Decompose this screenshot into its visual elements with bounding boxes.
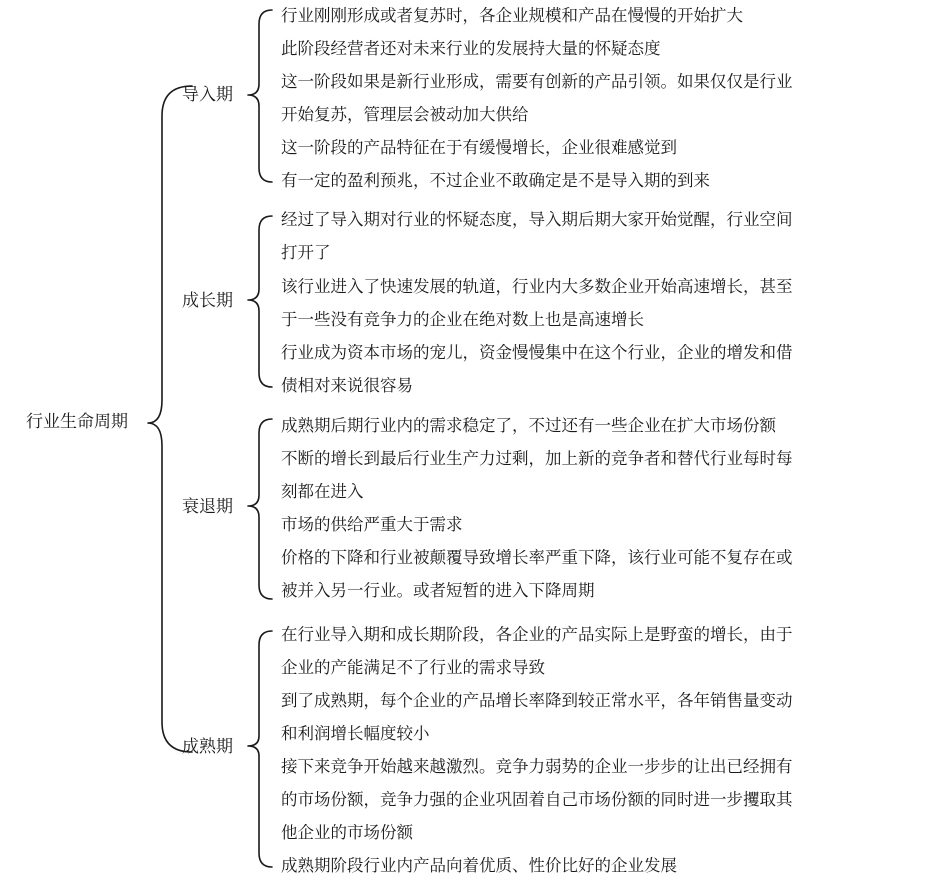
stage-text-line: 被并入另一行业。或者短暂的进入下降周期 (281, 581, 595, 600)
root-label: 行业生命周期 (26, 412, 128, 432)
stage-text-line: 于一些没有竞争力的企业在绝对数上也是高速增长 (281, 310, 644, 329)
stage-brace-intro (248, 10, 272, 182)
stage-text-line: 不断的增长到最后行业生产力过剩，加上新的竞争者和替代行业每时每 (281, 449, 793, 468)
stage-text-line: 开始复苏，管理层会被动加大供给 (281, 105, 529, 124)
stage-text-line: 市场的供给严重大于需求 (281, 515, 463, 534)
stage-text-line: 打开了 (281, 243, 331, 262)
stage-text-line: 债相对来说很容易 (281, 376, 413, 395)
stage-text-line: 成熟期后期行业内的需求稳定了，不过还有一些企业在扩大市场份额 (281, 416, 776, 435)
stage-text-line: 经过了导入期对行业的怀疑态度，导入期后期大家开始觉醒，行业空间 (281, 210, 793, 229)
stage-label-decline: 衰退期 (182, 497, 233, 517)
main-brace (148, 86, 192, 752)
stage-text-line: 有一定的盈利预兆，不过企业不敢确定是不是导入期的到来 (281, 171, 710, 190)
stage-label-mature: 成熟期 (182, 737, 233, 757)
stage-label-intro: 导入期 (182, 85, 233, 105)
stage-label-growth: 成长期 (182, 291, 233, 311)
stage-text-line: 刻都在进入 (281, 482, 364, 501)
stage-text-line: 接下来竞争开始越来越激烈。竞争力弱势的企业一步步的让出已经拥有 (281, 757, 793, 776)
stage-text-line: 在行业导入期和成长期阶段，各企业的产品实际上是野蛮的增长，由于 (281, 625, 793, 644)
stage-text-line: 这一阶段如果是新行业形成，需要有创新的产品引领。如果仅仅是行业 (281, 72, 793, 91)
stage-text-line: 企业的产能满足不了行业的需求导致 (281, 658, 545, 677)
stage-text-line: 行业刚刚形成或者复苏时，各企业规模和产品在慢慢的开始扩大 (281, 6, 743, 25)
stage-text-line: 这一阶段的产品特征在于有缓慢增长，企业很难感觉到 (281, 138, 677, 157)
stage-text-line: 成熟期阶段行业内产品向着优质、性价比好的企业发展 (281, 856, 677, 875)
stage-text-line: 的市场份额，竞争力强的企业巩固着自己市场份额的同时进一步攫取其 (281, 790, 793, 809)
stage-text-line: 到了成熟期，每个企业的产品增长率降到较正常水平，各年销售量变动 (281, 691, 793, 710)
stage-brace-decline (248, 419, 272, 599)
stage-text-line: 该行业进入了快速发展的轨道，行业内大多数企业开始高速增长，甚至 (281, 277, 793, 296)
stage-text-line: 他企业的市场份额 (281, 823, 413, 842)
stage-brace-growth (248, 216, 272, 387)
stage-text-line: 行业成为资本市场的宠儿，资金慢慢集中在这个行业，企业的增发和借 (281, 343, 793, 362)
stage-brace-mature (248, 631, 272, 867)
stage-text-line: 和利润增长幅度较小 (281, 724, 430, 743)
stage-text-line: 此阶段经营者还对未来行业的发展持大量的怀疑态度 (281, 39, 661, 58)
stage-text-line: 价格的下降和行业被颠覆导致增长率严重下降，该行业可能不复存在或 (281, 548, 793, 567)
